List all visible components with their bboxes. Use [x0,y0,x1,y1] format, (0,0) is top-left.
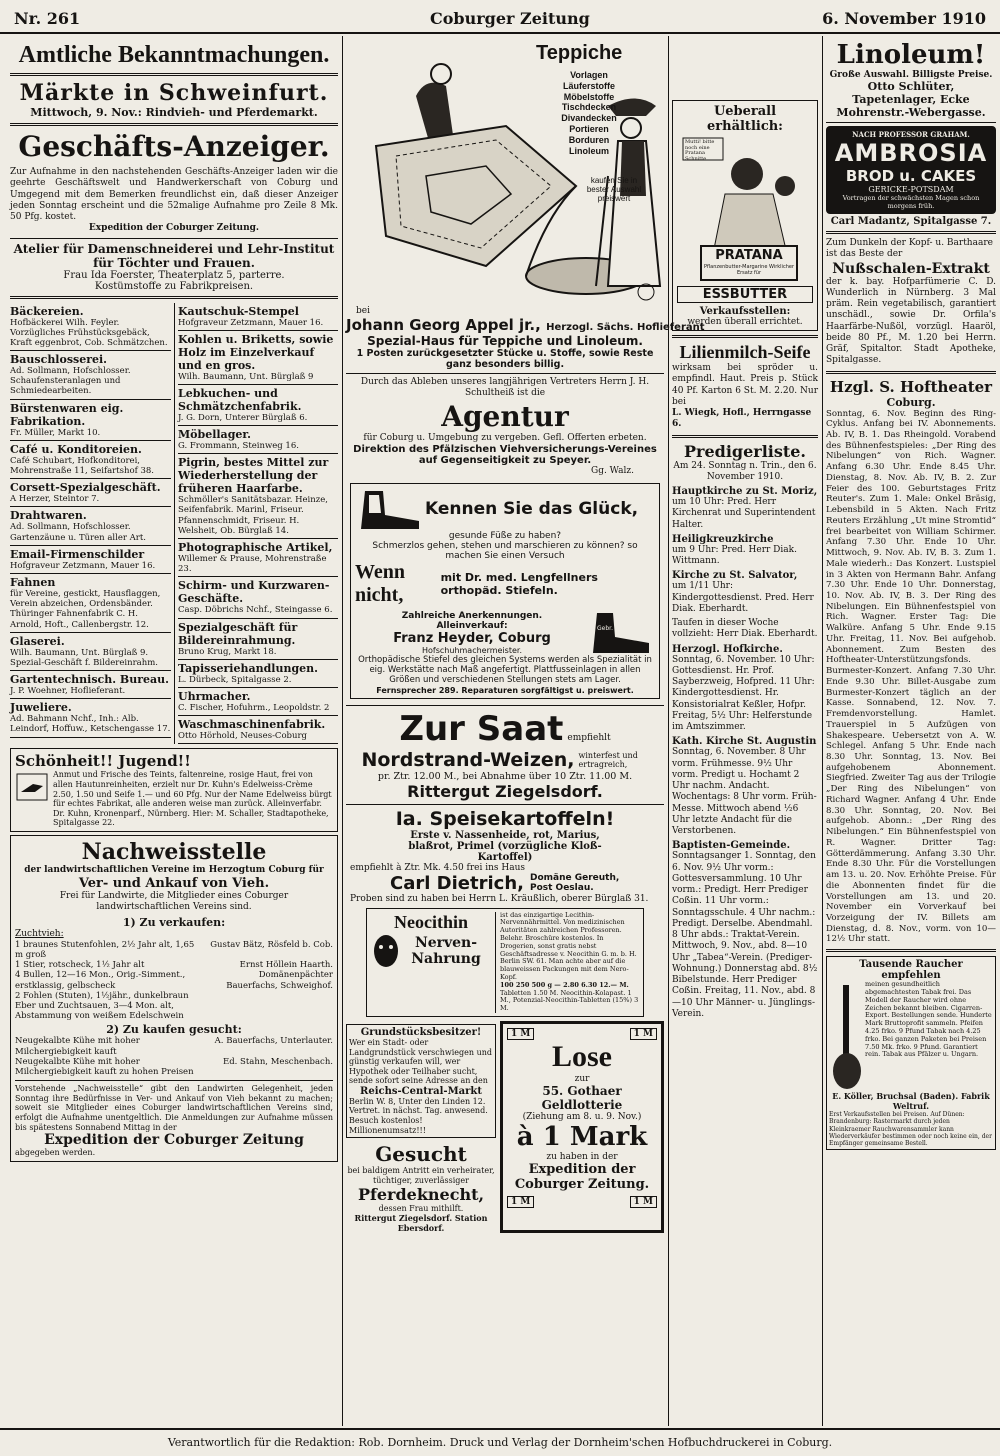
entry-heading: Gartentechnisch. Bureau. [10,673,169,687]
linoleum-sub: Große Auswahl. Billigste Preise. [829,70,993,80]
entry-heading: Schirm- und Kurzwaren-Geschäfte. [178,579,330,606]
page-footer: Verantwortlich für die Redaktion: Rob. Dornheim. Druck und Verlag der Dornheim'schen Hofbuchdruckerei in Coburg. [0,1428,1000,1456]
grund-name: Reichs-Central-Markt [360,1085,482,1097]
buys-list [15,1036,333,1077]
predigt-text: um 9 Uhr: Pred. Herr Diak. Wittmann. [672,544,797,566]
directory-entry [10,441,171,479]
amtliche-heading: Amtliche Bekanntmachungen. [18,42,330,68]
entry-heading: Juweliere. [10,701,72,715]
maerkte-sub: Mittwoch, 9. Nov.: Rindvieh- und Pferdemarkt. [30,106,318,119]
domaene: Domäne Gereuth, Post Oeslau. [529,873,620,894]
listing-row [15,1057,333,1077]
lilien-title: Lilienmilch-Seife [679,342,811,362]
column-4 [826,36,996,1426]
listing-row [15,1036,333,1056]
saat-ad [350,709,660,801]
predigt-intro: Am 24. Sonntag n. Trin., den 6. November 1910. [673,460,817,482]
nordstrand: Nordstrand-Weizen, [361,748,575,771]
nachweis-box [10,835,338,1162]
nachweis-sub2: Ver- und Ankauf von Vieh. [78,876,270,892]
atelier-sub: Kostümstoffe zu Fabrikpreisen. [94,280,254,292]
listing-row [15,970,333,990]
listing-seller: Gustav Bätz, Rösfeld b. Cob. [210,939,333,950]
gesucht-text: bei baldigem Antritt ein verheirater, tüchtiger, zuverlässiger [347,1166,495,1185]
predigt-heading: Kirche zu St. Salvator, [672,570,798,582]
teppiche-ad [346,36,664,306]
pratana-ad [672,100,818,331]
agentur-text: für Coburg u. Umgebung zu vergeben. Gefl. Offerten erbeten. [363,432,647,443]
raucher-foot: Erst Verkaufsstellen bei Preisen. Auf Dünen: Brandenburg: Rastermarkt durch jeden Kleinkraemer Rauchwarensammler kann Wiederverkäufer bestimmen oder noch keine ein, der Empfänger gemeinsame Bestell. [829,1111,992,1147]
entry-text: G. Frommann, Steinweg 16. [178,441,299,452]
predigt-title: Predigerliste. [683,441,806,461]
verkauf: Verkaufsstellen: [699,306,791,317]
schoenheit-text: Anmut und Frische des Teints, faltenreine, rosige Haut, frei von allen Hautunreinheiten, erzielt nur Dr. Kuhn's Edelweiss-Crème 2.50, 1.50 und Seife 1.— und 60 Pfg. Nur der Name Edelweiss bürgt für echtes Fabrikat, alle anderen weise man zurück. Alleinverfabr. Dr. Kuhn, Kronenparf., Nürnberg. Hier: M. Schaller, Stadtapotheke, Spitalgasse 22. [53,770,332,828]
entry-text: Hofgraveur Zetzmann, Mauer 16. [10,560,156,571]
entry-heading: Photographische Artikel, [178,541,333,554]
directory-entry [178,577,338,618]
directory-entry [10,574,171,633]
raucher-ad [826,956,996,1150]
entry-text: Wilh. Baumann, Unt. Bürglaß 9 [178,371,314,382]
entry-text: Wilh. Baumann, Unt. Bürglaß 9. Spezial-Geschäft f. Bildereinrahm. [10,647,158,668]
directory-entry [178,660,338,688]
appel-name: Johann Georg Appel jr., [346,316,541,334]
boot-icon [589,611,655,655]
divider [672,335,818,338]
predigt-list [672,486,818,1020]
alleinverkauf: Alleinverkauf: [436,621,508,631]
pratana-brand: PRATANA [715,248,783,263]
entry-heading: Möbellager. [178,428,251,442]
predigt-text: Sonntag, 6. November. 8 Uhr vorm. Frühmesse. 9½ Uhr vorm. Predigt u. Hochamt 2 Uhr nachm. Andacht. Wochentags: 8 Uhr vorm. Früh-Messe. Mittwoch abend ½6 Uhr letzte Andacht für die Verstorbenen. [672,747,817,836]
divider [10,296,338,299]
directory-entry [178,539,338,577]
listing-row [15,1001,333,1021]
nachweis-closing: Vorstehende „Nachweisstelle“ gibt den Landwirten Gelegenheit, jeden Sonntag ihre Bedürfnisse in Ver- und Ankauf von Vieh bekannt zu machen; soweit sie Mitglieder eines Coburger landwirtschaftlichen Vereins sind, erfolgt die Aufnahme unentgeltlich. Die Anmeldungen zur Aufnahme müssen bis spätestens Sonnabend Mittag in der [15,1084,333,1132]
directory-entry [178,688,338,716]
heyder-sub: Hofschuhmachermeister. [422,646,522,655]
neocithin-title: Neocithin [394,911,468,932]
predigt-text: Sonntag, 6. November. 10 Uhr: Gottesdienst. Hr. Prof. Sayberzweig, Hofpred. 11 Uhr: Kindergottesdienst. Hr. Konsistorialrat Keßler, Hofpr. Freitag, 5½ Uhr: Helferstunde im Amtszimmer. [672,654,815,732]
listing-seller [206,991,333,1001]
divider [826,371,996,374]
predigt-item [672,644,818,734]
predigt-text: um 10 Uhr: Pred. Herr Kirchenrat und Superintendent Halter. [672,497,816,530]
kartoffeln-price: empfiehlt à Ztr. Mk. 4.50 frei ins Haus [350,862,526,873]
kartoffeln-list: Erste v. Nassenheide, rot, Marius, blaßrot, Primel (vorzügliche Kloß-Kartoffel) [408,829,602,863]
listing-item: Eber und Zuchtsauen, 3—4 Mon. alt, Abstammung von weißem Edelschwein [15,1001,184,1022]
nachweis-end: abgegeben werden. [15,1148,96,1158]
nerven-title: Nerven-Nahrung [411,934,481,967]
brod: BROD u. CAKES [845,167,977,185]
divider [826,231,996,234]
lose-exp: Expedition der Coburger Zeitung. [514,1161,650,1192]
listing-seller: A. Bauerfachs, Unterlauter. [214,1036,333,1047]
predigt-item [672,570,818,615]
column-rule [668,36,669,1426]
predigt-item [672,736,818,837]
saat-price: pr. Ztr. 12.00 M., bei Abnahme über 10 Ztr. 11.00 M. [377,770,633,782]
listing-row [15,960,333,970]
appel-title: Herzogl. Sächs. Hoflieferant [546,322,705,333]
wenn-nicht: Wenn nicht, [355,561,406,606]
directory-entry [10,351,171,400]
entry-text: Hofbäckerei Wilh. Feyler. Vorzügliches Frühstücksgebäck, Kraft eggenbrot, Cob. Schmätzchen. [10,317,168,348]
directory-entry [178,331,338,385]
predigt-heading: Hauptkirche zu St. Moriz, [672,486,818,497]
divider [346,373,664,374]
bei-label: bei [356,306,370,316]
entry-heading: Waschmaschinenfabrik. [178,718,326,732]
directory-entry [178,385,338,426]
geschaefts-sign: Expedition der Coburger Zeitung. [88,223,260,234]
divider [15,1080,333,1081]
verkauf-sub: werden überall errichtet. [687,317,803,327]
gesucht-frau: dessen Frau mithilft. [378,1204,464,1214]
directory-entry [178,454,338,539]
entry-heading: Café u. Konditoreien. [10,442,142,456]
directory-entry [10,546,171,574]
entry-text: Café Schubart, Hofkonditorei, Mohrenstraße 11, Seifartshof 38. [10,455,154,476]
grund-ad [346,1021,500,1233]
entry-text: Hofgraveur Zetzmann, Mauer 16. [178,317,324,328]
neocithin-ad [366,908,644,1017]
divider [672,435,818,438]
gesucht-title: Gesucht [375,1142,467,1167]
listing-item: 1 braunes Stutenfohlen, 2½ Jahr alt, 1,65 m groß [15,939,195,961]
divider [346,705,664,706]
listing-item: Neugekalbte Kühe mit hoher Milchergiebigkeit kauft zu hohen Preisen [15,1056,194,1077]
haar-text2: der k. bay. Hofparfümerie C. D. Wunderlich in Nürnberg. 3 Mal präm. Rein vegetabilisch, garantiert unschädl., sowie Dr. Orfila's Haarfärbe-Nußöl, vorzügl. Haaröl, beide 80 Pf., M. 1.20 bei Herrn. Gräf, Spitaltor. Stadt Apotheke, Spitalgasse. [826,276,996,366]
raucher-text: meinen gesundheitlich abgemachtesten Tabak frei. Das Modell der Raucher wird ohne Zeichen bekannt bleiben. Cigarren-Export. Bestellungen sende. Hunderte Mark Bruttoprofit sammeln. Pfeifen 4.25 frko. 9 Pfund Tabak nach 4.25 frko. Bei ganzen Paketen bei Preisen 7.50 Mk. frko. 9 Pfund. Garantiert rein. Tabak aus Pfälzer u. Ungarn. [865,980,992,1059]
directory-entry [178,619,338,660]
zahlreiche: Zahlreiche Anerkennungen. [401,611,543,621]
divider [826,122,996,123]
entry-text: J. P. Woehner, Hoflieferant. [10,686,126,697]
directory-entry [10,479,171,507]
glueck-q: gesunde Füße zu haben? [448,531,562,541]
theater-city: Coburg. [886,395,936,409]
grund-text: Wer ein Stadt- oder Landgrundstück verschwiegen und günstig verkaufen will, wer Hypothek oder Teilhaber sucht, sende sofort seine Adresse an den [349,1037,493,1086]
directory-entry [10,400,171,441]
face-icon [371,933,401,969]
entry-text: Schmöller's Sanitätsbazar. Heinze, Seifenfabrik. Marinl, Friseur. Pfannenschmidt, Friseur. H. Welsheit, Ob. Bürglaß 14. [178,495,328,536]
column-3 [672,36,818,1426]
column-rule [342,36,343,1426]
lose-haben: zu haben in der [546,1151,618,1162]
entry-text: Ad. Sollmann, Hofschlosser. Schaufensteranlagen und Schmiedearbeiten. [10,366,131,397]
directory-entry [10,699,171,737]
madantz: Carl Madantz, Spitalgasse 7. [830,216,992,227]
listing-item: 1 Stier, rotscheck, 1½ Jahr alt [15,960,145,971]
grund-title: Grundstücksbesitzer! [360,1026,482,1038]
teppiche-title: Teppiche [536,42,623,64]
entry-text: J. G. Dorn, Unterer Bürglaß 6. [178,412,308,423]
mutti-bubble: Mutti! bitte noch eine Pratana Schnitte [685,139,715,162]
lose-ziehung: (Ziehung am 8. u. 9. Nov.) [522,1111,642,1122]
lose-price: à 1 Mark [516,1121,648,1152]
gericke: GERICKE-POTSDAM [868,185,954,194]
column-1 [10,36,338,1426]
essbutter: ESSBUTTER [677,286,813,303]
appel-sub: Spezial-Haus für Teppiche und Linoleum. [367,334,643,348]
graham-tag: Vortragen der schwächsten Magen schon morgens früh. [842,194,980,210]
lose-mark-right: 1 M [630,1028,657,1040]
lose-ad [500,1021,664,1233]
listing-seller: Domänenpächter Bauerfachs, Schweighof. [226,970,333,991]
lilien-dealer: L. Wiegk, Hofl., Herrngasse 6. [672,408,812,430]
agentur-title: Agentur [441,399,569,433]
lose-zur: zur [574,1073,590,1084]
teppiche-item: Möbelstoffe [563,91,615,102]
raucher-title: Tausende Raucher empfehlen [859,959,963,982]
directory-entry [178,426,338,454]
graham: NACH PROFESSOR GRAHAM. [852,130,970,139]
listing-seller [206,1001,333,1021]
heyder: Franz Heyder, Coburg [393,631,551,646]
predigt-item [672,486,818,531]
nussschalen: Nußschalen-Extrakt [832,260,990,277]
sales-list [15,940,333,1022]
theater-title: Hzgl. S. Hoftheater [829,377,993,396]
listing-seller: Ernst Höllein Haarth. [239,960,333,971]
lose-lotterie: 55. Gothaer Geldlotterie [541,1083,623,1112]
geschaefts-title: Geschäfts-Anzeiger. [18,130,330,163]
grund-addr: Berlin W. 8, Unter den Linden 12. Vertret. in nächst. Tag. anwesend. Besuch kostenlos! Millionenumsatz!!! [349,1096,488,1135]
entry-heading: Corsett-Spezialgeschäft. [10,481,161,495]
entry-text: Ad. Bahmann Nchf., Inh.: Alb. Leindorf, Hoffuw., Ketschengasse 17. [10,714,171,735]
schoenheit-title: Schönheit!! Jugend!! [15,752,191,771]
teppiche-tag: kaufen Sie in bester Auswahl preiswert [586,176,642,203]
directory-entry [10,633,171,671]
issue-number: Nr. 261 [14,9,81,28]
entry-heading: Bürstenwaren eig. Fabrikation. [10,401,124,428]
predigt-item [672,618,818,641]
newspaper-title: Coburger Zeitung [430,9,590,28]
directory-right [174,303,338,745]
nachweis-text: Frei für Landwirte, die Mitglieder eines Coburger landwirtschaftlichen Vereins sind. [59,891,289,913]
shoe-icon [355,487,425,531]
entry-heading: Tapisseriehandlungen. [178,661,318,675]
predigt-text: Sonntagsanger 1. Sonntag, den 6. Nov. 9½ Uhr vorm.: Gottesversammlung. 10 Uhr vorm.: Predigt. Herr Prediger Coßin. 11 Uhr vorm.: Sonntagsschule. 4 Uhr nachm.: Predigt. Derselbe. Abendmahl. 8 Uhr abds.: Traktat-Verein. Mittwoch, 9. Nov., abd. 8—10 Uhr „Tabea“-Verein. (Prediger-Wohnung.) Donnerstag abd. 8½ Bibelstunde. Herr Prediger Coßin. Freitag, 11. Nov., abd. 8—10 Uhr Männer- u. Jünglings-Verein. [672,851,818,1019]
entry-text: A Herzer, Steintor 7. [10,494,100,505]
predigt-item [672,534,818,568]
directory-left [10,303,174,745]
agentur-intro: Durch das Ableben unseres langjährigen Vertreters Herrn J. H. Schultheiß ist die [360,377,650,399]
appel-line [346,316,705,334]
glueck-text: Schmerzlos gehen, stehen und marschieren zu können? so machen Sie einen Versuch [372,541,638,561]
lose-mark-bottom-right: 1 M [630,1196,657,1208]
linoleum-title: Linoleum! [836,40,986,70]
teppiche-item: Portieren [569,123,609,134]
entry-heading: Bauschlosserei. [10,353,108,367]
divider [826,949,996,952]
predigt-heading: Kath. Kirche St. Augustin [672,736,817,748]
ortho-text: Orthopädische Stiefel des gleichen Systems werden als Spezialität in eig. Werkstätte nach Maß angefertigt. Plattfusseinlagen in allen Größen und verschiedenen Stellungen stets am Lager. [358,655,652,686]
hand-icon [15,770,49,804]
entry-text: Bruno Krug, Markt 18. [178,646,277,657]
pratana-illustration [677,134,813,284]
issue-date: 6. November 1910 [822,9,986,28]
listing-item: Neugekalbte Kühe mit hoher Milchergiebigkeit kauft [15,1036,140,1057]
lose-mark-bottom-left: 1 M [507,1196,534,1208]
maerkte-title: Märkte in Schweinfurt. [19,80,329,106]
entry-heading: Pigrin, bestes Mittel zur Wiederherstellung der früheren Haarfarbe. [178,456,329,496]
saat-title: Zur Saat [399,708,564,749]
neocithin-tabl: Tabletten 1.50 M. Neocithin-Kolapast. 1 M., Potenzial-Neocithin-Tabletten (15%) 3 M. [500,988,639,1013]
entry-heading: Glaserei. [10,634,65,648]
entry-text: Casp. Döbrichs Nchf., Steingasse 6. [178,605,333,616]
entry-heading: Kohlen u. Briketts, sowie Holz im Einzelverkauf und en gros. [178,332,334,372]
zu-kaufen: 2) Zu kaufen gesucht: [106,1023,242,1037]
linoleum-dealer: Otto Schlüter, Tapetenlager, Ecke Mohrenstr.-Webergasse. [836,80,986,119]
teppiche-item: Borduren [568,134,610,145]
entry-text: C. Fischer, Hofuhrm., Leopoldstr. 2 [178,702,330,713]
directory-entry [10,671,171,699]
predigt-heading: Herzogl. Hofkirche. [672,643,783,655]
pratana-sub: Pflanzenbutter-Margarine Wirklicher Ersatz für [703,264,794,276]
entry-heading: Spezialgeschäft für Bildereinrahmung. [178,620,298,647]
divider [10,73,338,76]
teppiche-item: Linoleum [569,145,609,156]
lose-title: Lose [552,1039,612,1073]
kartoffeln-ad [350,808,660,904]
directory-entry [10,303,171,352]
entry-text: Willemer & Prause, Mohrenstraße 23. [178,554,327,575]
haar-text: Zum Dunkeln der Kopf- u. Barthaare ist das Beste der [826,238,993,260]
nordstrand-tag: winterfest und ertragreich, [578,750,638,769]
lilien-text: wirksam bei spröder u. empfindl. Haut. Preis p. Stück 40 Pf. Karton 6 St. M. 2.20. Nur bei [672,363,818,407]
ueberall: Ueberall erhältlich: [707,104,783,134]
listing-seller: Ed. Stahn, Meschenbach. [223,1056,333,1067]
nachweis-sub: der landwirtschaftlichen Vereine im Herzogtum Coburg für [24,864,324,875]
ambrosia: AMBROSIA [834,139,988,167]
predigt-heading: Baptisten-Gemeinde. [672,840,791,852]
entry-heading: Drahtwaren. [10,509,87,523]
entry-text: Otto Hörhold, Neuses-Coburg [178,731,307,742]
appel-posten: 1 Posten zurückgesetzter Stücke u. Stoffe, sowie Reste ganz besonders billig. [356,348,654,370]
entry-heading: Email-Firmenschilder [10,547,145,561]
glueck-title: Kennen Sie das Glück, [425,499,639,519]
pferdeknecht: Pferdeknecht, [357,1185,485,1205]
predigt-text: Taufen in dieser Woche vollzieht: Herr Diak. Eberhardt. [672,618,818,640]
entry-text: Fr. Müller, Markt 10. [10,427,101,438]
agentur-dir: Direktion des Pfälzischen Viehversicherungs-Vereines auf Gegenseitigkeit zu Speyer. [353,443,657,466]
directory-entry [178,303,338,331]
entry-text: L. Dürbeck, Spitalgasse 2. [178,674,292,685]
neocithin-text: ist das einzigartige Lecithin-Nervennährmittel. Von medizinischen Autoritäten zahlreichen Professoren. Belehr. Broschüre kostenlos. In Drogerien, sonst gratis nebst Geschäftsadresse v. Neocithin G. m. b. H. Berlin SW. 61. Man achte aber auf die blauweissen Packungen mit dem Nero-Kopf. [500,910,637,981]
divider [346,804,664,805]
teppiche-item: Vorlagen [570,70,608,80]
neocithin-prices: 100 250 500 g — 2.80 6.30 12.— M. [500,980,629,989]
lose-mark-left: 1 M [507,1028,534,1040]
entry-heading: Kautschuk-Stempel [178,304,299,318]
teppiche-list [524,70,654,156]
entry-text: Ad. Sollmann, Hofschlosser. Gartenzäune u. Türen aller Art. [10,522,146,543]
directory-entry [178,716,338,744]
geschaefts-text: Zur Aufnahme in den nachstehenden Geschäfts-Anzeiger laden wir die geehrte Geschäftswelt und Handwerkerschaft von Coburg und Umgegend mit dem Bemerken freundlichst ein, daß dieser Anzeiger jeden Sonntag erscheint und die 52malige Aufnahme pro Zeile 8 Mk. 50 Pfg. kostet. [10,167,338,222]
page-header [0,0,1000,34]
kartoffeln-title: Ia. Speisekartoffeln! [395,807,615,830]
lengfellner-ad [350,483,660,699]
business-directory [10,303,338,745]
entry-text: für Vereine, gestickt, Hausflaggen, Verein abzeichen, Ordensbänder. Thüringer Fahnenfabrik C. H. Arnold, Hoft., Callenbergstr. 12. [10,588,161,630]
dietrich: Carl Dietrich, [390,872,524,894]
gesucht-sign: Rittergut Ziegelsdorf. Station Ebersdorf. [354,1213,488,1233]
listing-item: 2 Fohlen (Stuten), 1½jähr., dunkelbraun [15,990,189,1001]
entry-heading: Uhrmacher. [178,689,251,703]
shoe-label: Gebr. Lengfellner [597,625,649,632]
entry-heading: Bäckereien. [10,304,84,318]
predigt-item [672,840,818,1020]
ambrosia-ad [826,126,996,214]
nachweis-title: Nachweisstelle [81,838,267,865]
predigt-text: um 1/11 Uhr: Kindergottesdienst. Pred. Herr Diak. Eberhardt. [672,581,814,614]
entry-heading: Lebkuchen- und Schmätzchenfabrik. [178,386,302,413]
lengfellner-text: mit Dr. med. Lengfellners orthopäd. Stiefeln. [440,571,598,597]
pipe-icon [829,981,865,1091]
atelier-addr: Frau Ida Foerster, Theaterplatz 5, parterre. [63,269,285,281]
saat-empf: empfiehlt [567,732,611,743]
entry-heading: Fahnen [10,575,56,589]
fernsprecher: Fernsprecher 289. Reparaturen sorgfältigst u. preiswert. [376,685,634,695]
predigt-heading: Heiligkreuzkirche [672,533,774,545]
raucher-dealer: E. Köller, Bruchsal (Baden). Fabrik Weltruf. [832,1091,990,1112]
agentur-sign: Gg. Walz. [591,465,634,476]
proben: Proben sind zu haben bei Herrn L. Kräußlich, oberer Bürglaß 31. [350,893,649,904]
teppiche-item: Divandecken [561,113,617,124]
rittergut: Rittergut Ziegelsdorf. [407,781,603,801]
listing-row [15,940,333,960]
teppiche-item: Tischdecken [561,102,617,113]
teppiche-item: Läuferstoffe [562,80,615,91]
directory-entry [10,507,171,545]
schoenheit-ad [10,748,338,832]
theater-text: Sonntag, 6. Nov. Beginn des Ring-Cyklus. Anfang bei IV. Abonnements. Ab. IV, B. 1. Das Rheingold. Vorabend des Bühnenfestspieles: „Der Ring des Nibelungen“ von Rich. Wagner. Anfang 6.30 Uhr. Ende 8.45 Uhr. Dienstag, 8. Nov. Ab. IV, B. 2. Zur Feier des 100. Geburtstages Fritz Reuter's. Zum 1. Male: Onkel Bräsig, Lebensbild in 5 Akten. Nach Fritz Reuters Erzählung „Ut mine Stromtid“ frei bearbeitet von William Schirmer. Anfang 7.30 Uhr. Ende 10 Uhr. Mittwoch, 9. Nov. Ab. IV, B. 3. Zum 1. Male wiederh.: Das Konzert. Lustspiel in 3 Akten von Hermann Bahr. Anfang 7.30 Uhr. Ende 10 Uhr. Donnerstag, 10. Nov. Ab. IV, B. 3. Der Ring des Nibelungen. Ein Bühnenfestspiel von Rich. Wagner. Erster Tag: Die Walküre. Anfang 5 Uhr. Ende 9.15 Uhr. Freitag, 11. Nov. Bei aufgehob. Abonnement. Zum Besten des Hoftheater-Unterstützungsfonds. Burmester-Konzert. Anfang 7.30 Uhr. Ende 9.30 Uhr. Billet-Ausgabe zum Burmester-Konzert täglich an der Kasse. Sonnabend, 12. Nov. 7. Fremdenvorstellung. Hamlet. Trauerspiel in 5 Aufzügen von Shakespeare. Uebersetzt von A. W. Schlegel. Anfang 5 Uhr. Ende nach 8.30 Uhr. Sonntag, 13. Nov. Bei aufgehobenem Abonnement. Siegfried. Zweiter Tag aus der Trilogie „Der Ring des Nibelungen“ von Richard Wagner. Anfang 4 Uhr. Ende 8.30 Uhr. Sonntag, 20. Nov. Bei aufgehob. Abonn.: „Der Ring des Nibelungen.“ Ein Bühnenfestspiel von R. Wagner. Dritter Tag: Götterdämmerung. Anfang 3.30 Uhr. Ende 8.30 Uhr. Für die Vorstellungen am 13. u. 20. Nov. Erhöhte Preise. Für die Abonnenten findet für die Vorstellungen am 13. und 20. November ein Vorverkauf bei Vorzeigung der IV. Billets am Dienstag, d. 8. Nov., vorm. von 10—12½ Uhr statt. [826,408,996,945]
agentur-ad [346,377,664,477]
zuchtvieh: Zuchtvieh: [15,928,64,939]
zu-verkaufen: 1) Zu verkaufen: [122,915,226,929]
divider [10,238,338,239]
nachweis-exp: Expedition der Coburger Zeitung [44,1132,304,1149]
atelier-title: Atelier für Damenschneiderei und Lehr-Institut für Töchter und Frauen. [13,241,335,270]
listing-row [15,991,333,1001]
listing-item: 4 Bullen, 12—16 Mon., Orig.-Simment., erstklassig, gelbscheck [15,970,186,991]
divider [10,123,338,126]
column-rule [822,36,823,1426]
